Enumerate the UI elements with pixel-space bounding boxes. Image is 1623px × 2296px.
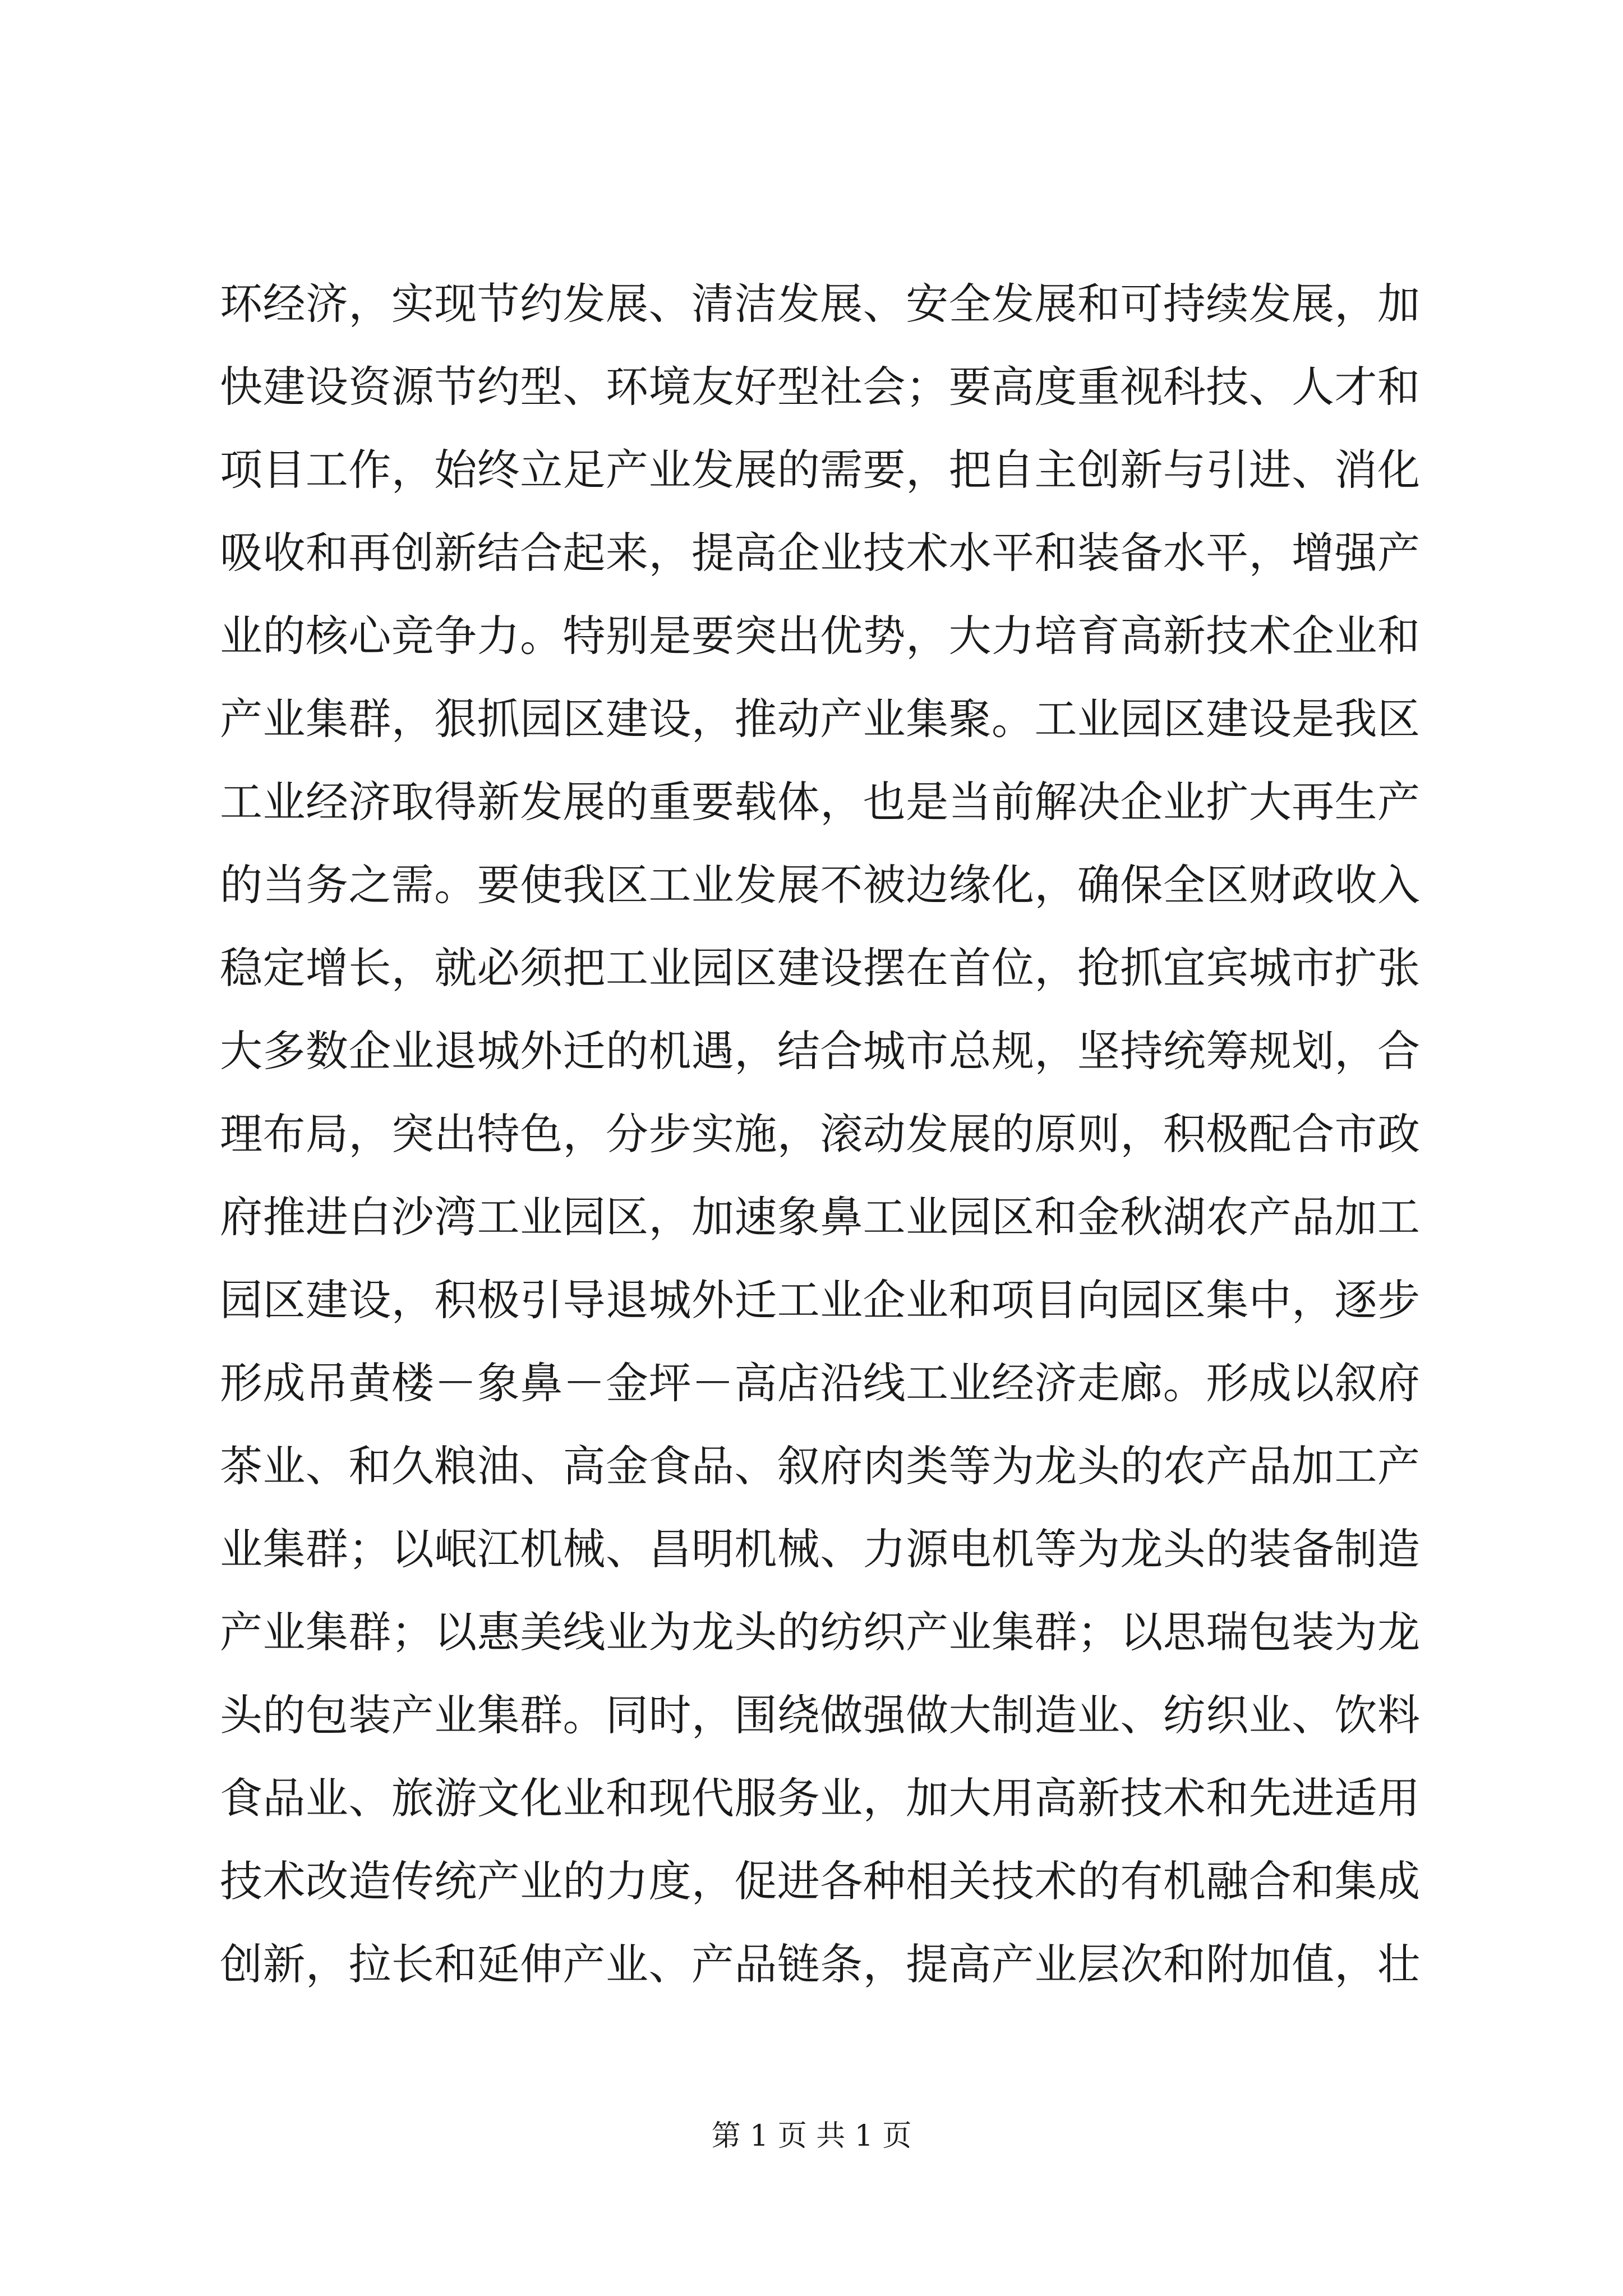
text-line: 产业集群，狠抓园区建设，推动产业集聚。工业园区建设是我区 [220,694,1420,744]
text-line: 技术改造传统产业的力度，促进各种相关技术的有机融合和集成 [220,1856,1420,1906]
text-line: 大多数企业退城外迁的机遇，结合城市总规，坚持统筹规划，合 [220,1026,1420,1076]
text-line: 快建设资源节约型、环境友好型社会；要高度重视科技、人才和 [220,362,1420,412]
text-line: 理布局，突出特色，分步实施，滚动发展的原则，积极配合市政 [220,1109,1420,1159]
body-text [220,263,1420,2006]
text-line: 产业集群；以惠美线业为龙头的纺织产业集群；以思瑞包装为龙 [220,1607,1420,1657]
text-line: 食品业、旅游文化业和现代服务业，加大用高新技术和先进适用 [220,1773,1420,1823]
page-footer: 第 1 页 共 1 页 [711,2119,912,2153]
text-line: 形成吊黄楼－象鼻－金坪－高店沿线工业经济走廊。形成以叙府 [220,1358,1420,1408]
text-line: 园区建设，积极引导退城外迁工业企业和项目向园区集中，逐步 [220,1275,1420,1325]
text-line: 稳定增长，就必须把工业园区建设摆在首位，抢抓宜宾城市扩张 [220,943,1420,993]
text-line: 业集群；以岷江机械、昌明机械、力源电机等为龙头的装备制造 [220,1524,1420,1574]
text-line: 府推进白沙湾工业园区，加速象鼻工业园区和金秋湖农产品加工 [220,1192,1420,1242]
text-line: 创新，拉长和延伸产业、产品链条，提高产业层次和附加值，壮 [220,1939,1420,1989]
text-line: 工业经济取得新发展的重要载体，也是当前解决企业扩大再生产 [220,777,1420,827]
text-line: 项目工作，始终立足产业发展的需要，把自主创新与引进、消化 [220,445,1420,495]
text-line: 业的核心竞争力。特别是要突出优势，大力培育高新技术企业和 [220,611,1420,661]
text-line: 吸收和再创新结合起来，提高企业技术水平和装备水平，增强产 [220,528,1420,578]
text-line: 头的包装产业集群。同时，围绕做强做大制造业、纺织业、饮料 [220,1690,1420,1740]
text-line: 茶业、和久粮油、高金食品、叙府肉类等为龙头的农产品加工产 [220,1441,1420,1491]
text-line: 环经济，实现节约发展、清洁发展、安全发展和可持续发展，加 [220,279,1420,329]
text-line: 的当务之需。要使我区工业发展不被边缘化，确保全区财政收入 [220,860,1420,910]
